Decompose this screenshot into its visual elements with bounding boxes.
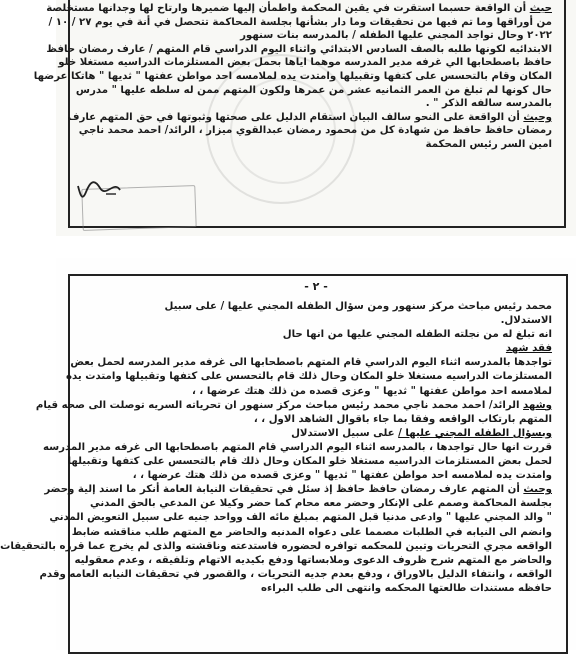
judgment-text-page-1: [33, 2, 552, 152]
text-line: [80, 469, 552, 483]
judgment-text-page-2: [0, 300, 552, 596]
line-text: " والد المجني عليها " وادعى مدنيا قبل المتهم بمبلغ مائه الف وواحد جنيه على سبيل التعويض المدني: [49, 512, 552, 524]
text-line: [80, 138, 552, 152]
paragraph-lead-word: وشهد: [523, 399, 552, 411]
text-line: [80, 29, 552, 43]
text-line: [58, 56, 552, 70]
line-text: لملامسه احد مواطن عفتها " ثديها " وعزى قصده من ذلك هتك عرضها ، ،: [192, 385, 552, 397]
paragraph-lead-word: وبسؤال الطفله المجني عليها /: [398, 427, 552, 439]
text-line: [80, 328, 552, 342]
line-text: ٢٠٢٢ وحال تواجد المجني عليها الطفله / بالمدرسه بنات سنهور: [240, 30, 552, 42]
text-line: [42, 441, 552, 455]
line-text: حال كونها لم تبلغ من العمر الثمانيه عشر من عمرها ولكون المتهم ممن له سلطه عليها " مدرس: [75, 84, 552, 96]
line-text: أن الواقعة على النحو سالف البيان استقام الدليل على صحتها وثبوتها في حق المتهم عارف: [67, 111, 524, 123]
text-line: [46, 43, 552, 57]
text-line: [44, 483, 552, 497]
text-line: [48, 16, 552, 30]
text-line: [80, 300, 552, 314]
line-text: تواجدها بالمدرسه اثناء اليوم الدراسي قام المتهم باصطحابها الى غرفه مدير المدرسه لحمل بعض: [70, 357, 552, 369]
line-text: أن الواقعة حسبما استقرت في يقين المحكمة واطمأن إليها ضميرها وارتاح لها وجدانها مستخلصة: [46, 3, 530, 14]
paragraph-lead-word: وحيث: [523, 484, 552, 496]
text-line: [35, 399, 552, 413]
text-line: [75, 84, 552, 98]
text-line: [80, 385, 552, 399]
text-line: [80, 314, 552, 328]
line-text: حافظه مستندات طالعتها المحكمه وانتهى الى طلب البراءه: [260, 582, 552, 594]
line-text: بالمدرسه سالفه الذكر " .: [425, 98, 552, 110]
line-text: لحمل بعض المستلزمات الدراسيه مستغلا خلو المكان وحال ذلك قام بالتحسس على كتفها وتقبيلها: [67, 456, 552, 468]
line-text: وامتدت يده لملامسه احد مواطن عفتها " ثديها " وعزى قصده من ذلك هتك عرضها ، ،: [132, 470, 552, 482]
line-text: وانضم الى النيابه في الطلبات مصمما على دعواه المدنيه والحاضر مع المتهم طلب مناقشه ضابط: [71, 526, 552, 538]
page-number: - ٢ -: [304, 280, 328, 293]
text-line: [74, 554, 552, 568]
line-text: حافظ باصطحابها الي غرفه مدير المدرسه موهما اياها بحمل بعض المستلزمات الدراسيه مستغلا خلو: [58, 57, 552, 69]
line-text: على سبيل الاستدلال: [291, 427, 399, 439]
text-line: [80, 427, 552, 441]
line-text: محمد رئيس مباحث مركز سنهور ومن سؤال الطفله المجني عليها / على سبيل: [164, 301, 552, 312]
text-line: [80, 342, 552, 356]
text-line: [66, 370, 552, 384]
line-text: بجلسة المحاكمة وصمم على الإنكار وحضر معه محام كما حضر وكيلا عن المدعي بالحق المدني: [90, 498, 552, 510]
line-text: قررت انها حال تواجدها ، بالمدرسه اثناء اليوم الدراسي قام المتهم باصطحابها الى غرفه مدير المدرسه: [42, 441, 552, 453]
line-text: الواقعه مجري التحريات وتبين للمحكمه توافره لحضوره فاستدعته وناقشته والذى لم يخرج عما قرره بالتحقيقات: [0, 540, 552, 552]
page-gap: [56, 236, 576, 258]
line-text: انه تبلغ له من نجلته الطفله المجني عليها من انها حال: [282, 329, 552, 341]
text-line: [80, 497, 552, 511]
handwritten-signature: [76, 176, 126, 200]
text-line: [46, 2, 552, 16]
text-line: [80, 413, 552, 427]
paragraph-lead-word: وحيث: [523, 111, 552, 123]
text-line: [39, 568, 552, 582]
text-line: [70, 356, 552, 370]
line-text: رمضان حافظ حافظ من شهادة كل من محمود رمضان عبدالقوي ميزار ، الرائد/ احمد محمد ناجي: [78, 125, 552, 137]
text-line: [71, 526, 552, 540]
text-line: [0, 540, 552, 554]
line-text: الابتدائيه لكونها طلبه بالصف السادس الابتدائي واثناء اليوم الدراسي قام المتهم / عارف رمضان حافظ: [46, 43, 552, 55]
line-text: من أوراقها وما تم فيها من تحقيقات وما دار بشأنها بجلسة المحاكمة تتحصل في أنة في يوم ٢٧ / ١٠ /: [48, 16, 552, 28]
paragraph-lead-word: فقد شهد: [505, 343, 552, 355]
line-text: الواقعه ، وانتفاء الدليل بالاوراق ، ودفع بعدم جديه التحريات ، والقصور في تحقيقات النيابه العامه وقدم: [39, 568, 552, 580]
line-text: امين السر رئيس المحكمة: [425, 138, 552, 150]
text-line: [49, 511, 552, 525]
line-text: أن المتهم عارف رمضان حافظ حافظ إذ سئل في تحقيقات النيابة العامة أنكر ما اسند إلية وحضر: [44, 484, 524, 496]
line-text: المتهم بارتكاب الواقعه وفقا بما جاء باقوال الشاهد الاول ، ،: [253, 413, 552, 425]
text-line: [80, 582, 552, 596]
text-line: [67, 111, 552, 125]
paragraph-lead-word: حيث: [529, 3, 552, 14]
line-text: المكان وقام بالتحسس على كتفها وتقبيلها وامتدت يده لملامسه احد مواطن عفتها " ثديها " هاتكا عرضها: [33, 70, 552, 82]
text-line: [80, 124, 552, 138]
text-line: [80, 97, 552, 111]
line-text: والحاضر مع المتهم شرح ظروف الدعوى وملابساتها ودفع بكيديه الاتهام وتلفيقه ، وعدم معقوليه: [74, 554, 552, 566]
line-text: المستلزمات الدراسيه مستغلا خلو المكان وحال ذلك قام بالتحسس على كتفها وتقبيلها وامتدت يده: [66, 371, 552, 383]
document-page-1-fragment: [33, 0, 576, 236]
text-line: [33, 70, 552, 84]
line-text: الاستدلال.: [500, 315, 552, 327]
text-line: [67, 455, 552, 469]
document-page-2: [0, 258, 576, 650]
line-text: الرائد/ احمد محمد ناجي محمد رئيس مباحث مركز سنهور ان تحرياته السريه توصلت الى صحه قيام: [35, 399, 524, 411]
